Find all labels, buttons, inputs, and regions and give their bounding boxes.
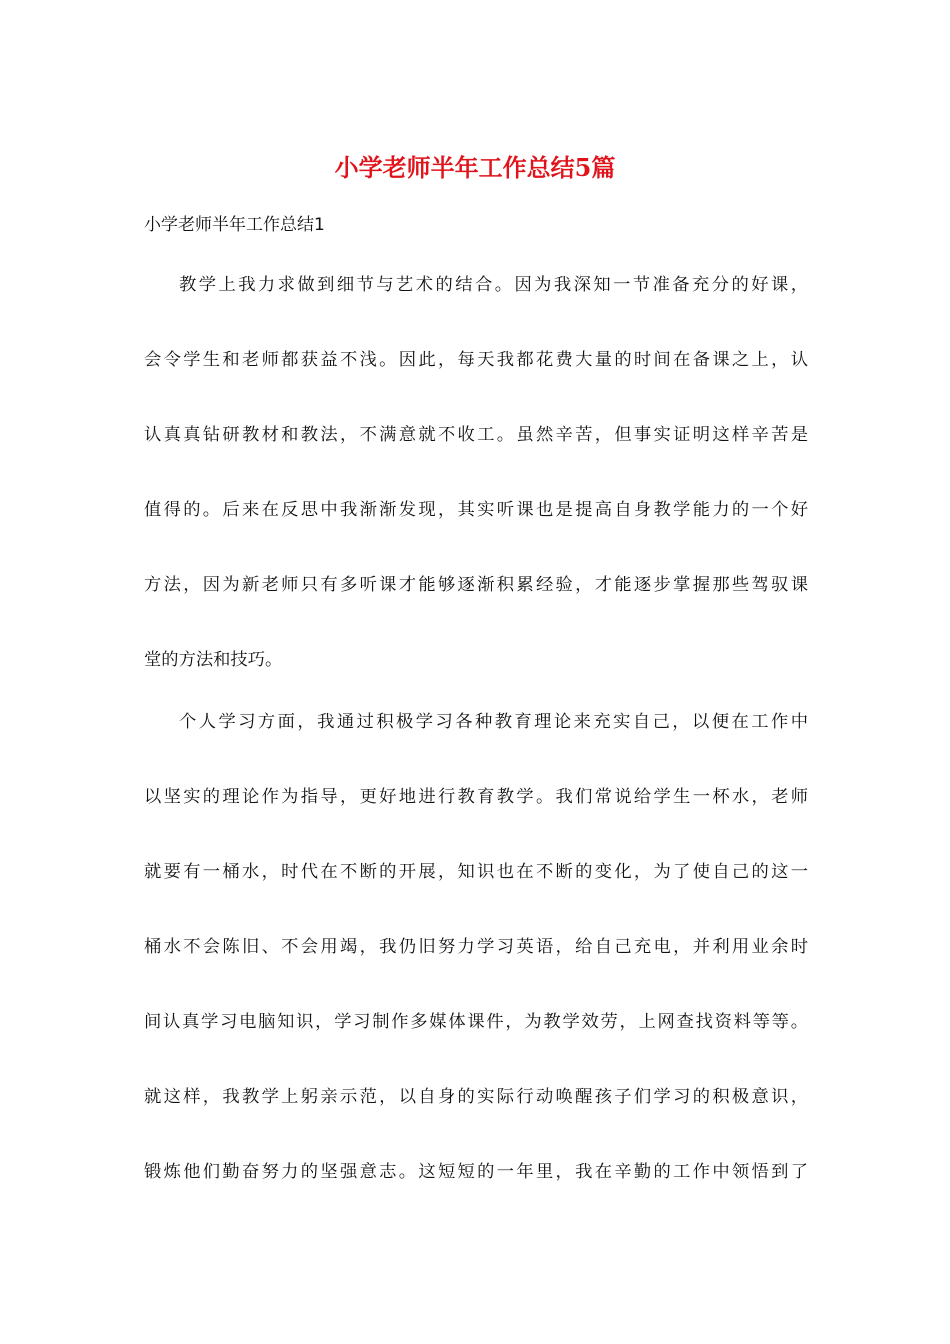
paragraph-line: 就这样，我教学上躬亲示范，以自身的实际行动唤醒孩子们学习的积极意识， <box>144 1087 808 1107</box>
paragraph-line: 教学上我力求做到细节与艺术的结合。因为我深知一节准备充分的好课， <box>179 275 808 295</box>
document-title: 小学老师半年工作总结5篇 <box>334 153 616 182</box>
paragraph-line: 桶水不会陈旧、不会用竭，我仍旧努力学习英语，给自己充电，并利用业余时 <box>144 937 808 957</box>
paragraph-line: 堂的方法和技巧。 <box>144 650 283 670</box>
paragraph-line: 方法，因为新老师只有多听课才能够逐渐积累经验，才能逐步掌握那些驾驭课 <box>144 575 808 595</box>
section-heading: 小学老师半年工作总结1 <box>144 215 325 235</box>
paragraph-line: 以坚实的理论作为指导，更好地进行教育教学。我们常说给学生一杯水，老师 <box>144 787 808 807</box>
paragraph-line: 就要有一桶水，时代在不断的开展，知识也在不断的变化，为了使自己的这一 <box>144 862 808 882</box>
paragraph-line: 个人学习方面，我通过积极学习各种教育理论来充实自己，以便在工作中 <box>179 712 808 732</box>
paragraph-line: 值得的。后来在反思中我渐渐发现，其实听课也是提高自身教学能力的一个好 <box>144 500 808 520</box>
paragraph-line: 认真真钻研教材和教法，不满意就不收工。虽然辛苦，但事实证明这样辛苦是 <box>144 425 808 445</box>
paragraph-line: 锻炼他们勤奋努力的坚强意志。这短短的一年里，我在辛勤的工作中领悟到了 <box>144 1162 808 1182</box>
paragraph-line: 间认真学习电脑知识，学习制作多媒体课件，为教学效劳，上网查找资料等等。 <box>144 1012 808 1032</box>
paragraph-line: 会令学生和老师都获益不浅。因此，每天我都花费大量的时间在备课之上，认 <box>144 350 808 370</box>
